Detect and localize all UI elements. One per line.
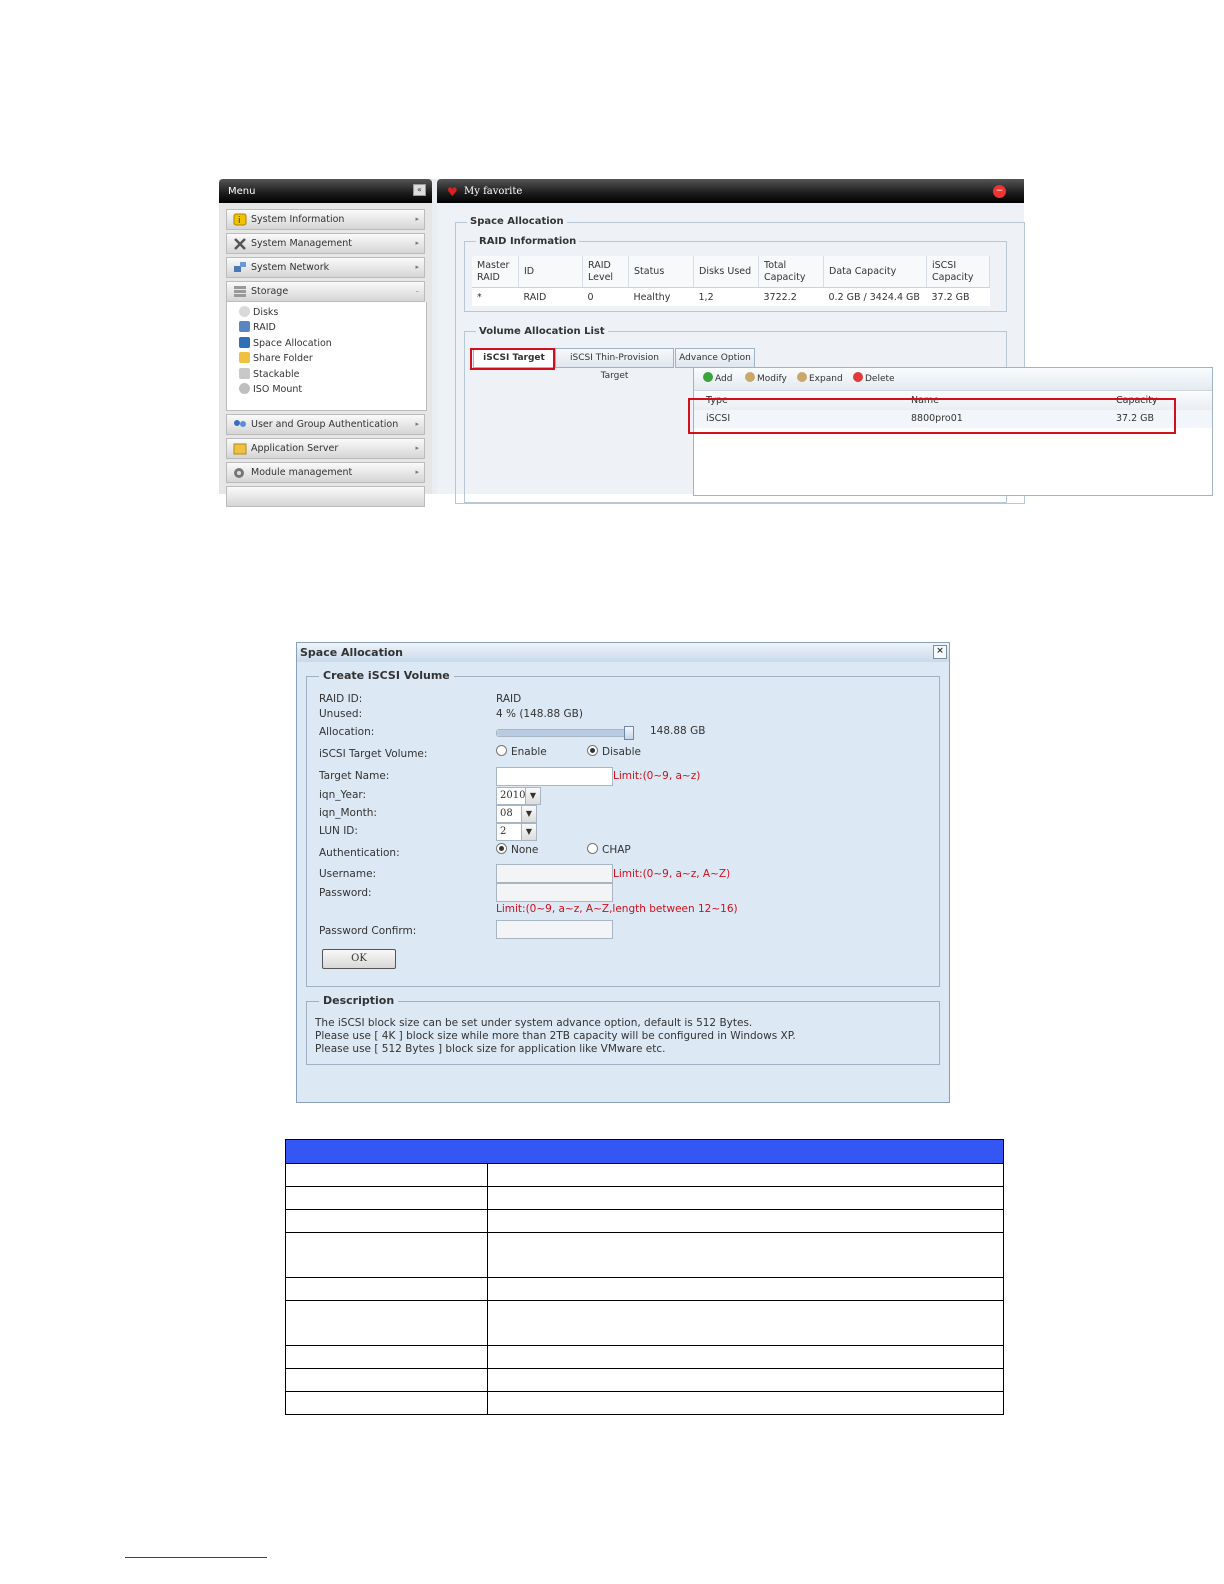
dialog-title: Space Allocation <box>300 646 404 659</box>
iqn-month-select[interactable]: 08 ▼ <box>496 805 537 823</box>
target-name-label: Target Name: <box>319 770 390 782</box>
chevron-right-icon: ▸ <box>415 215 419 223</box>
lun-id-select[interactable]: 2 ▼ <box>496 823 537 841</box>
table-row <box>286 1301 1004 1346</box>
nas-storage-screenshot <box>219 179 1158 494</box>
chevron-right-icon: ▸ <box>415 444 419 452</box>
table-row <box>286 1392 1004 1415</box>
delete-button[interactable]: Delete <box>853 372 895 386</box>
th-status: Status <box>629 256 694 288</box>
sub-item-raid[interactable]: RAID <box>239 320 276 335</box>
iso-icon <box>239 383 250 394</box>
ok-button[interactable]: OK <box>322 949 396 969</box>
target-volume-label: iSCSI Target Volume: <box>319 748 428 760</box>
description-line: Please use [ 512 Bytes ] block size for application like VMware etc. <box>315 1043 666 1055</box>
cell-master-raid: * <box>472 288 519 307</box>
th-raid-level: RAID Level <box>583 256 629 288</box>
table-row <box>286 1233 1004 1278</box>
tools-icon <box>233 237 247 250</box>
th-disks-used: Disks Used <box>694 256 759 288</box>
th-id: ID <box>519 256 583 288</box>
cell-type: iSCSI <box>706 413 731 424</box>
favorite-title-bar <box>437 179 1024 203</box>
tab-iscsi-thin-provision[interactable]: iSCSI Thin-Provision Target <box>555 348 674 368</box>
menu-item-user-group-auth[interactable]: User and Group Authentication ▸ <box>226 414 425 435</box>
th-master-raid: Master RAID <box>472 256 519 288</box>
menu-item-module-management[interactable]: Module management ▸ <box>226 462 425 483</box>
cell-iscsi-capacity: 37.2 GB <box>927 288 990 307</box>
sub-item-space-allocation[interactable]: Space Allocation <box>239 336 332 351</box>
target-name-limit: Limit:(0~9, a~z) <box>613 770 701 782</box>
table-row <box>286 1210 1004 1233</box>
footnote-separator <box>125 1557 267 1558</box>
expand-icon <box>797 372 807 382</box>
chap-radio[interactable] <box>587 843 598 854</box>
add-icon <box>703 372 713 382</box>
application-icon <box>233 442 247 455</box>
space-allocation-legend: Space Allocation <box>467 216 567 227</box>
modify-icon <box>745 372 755 382</box>
th-data-capacity: Data Capacity <box>824 256 927 288</box>
password-label: Password: <box>319 887 372 899</box>
sub-item-iso-mount[interactable]: ISO Mount <box>239 382 302 397</box>
authentication-label: Authentication: <box>319 847 400 859</box>
iqn-month-label: iqn_Month: <box>319 807 377 819</box>
sub-item-share-folder[interactable]: Share Folder <box>239 351 313 366</box>
enable-radio-option[interactable]: Enable <box>496 745 547 758</box>
cell-data-capacity: 0.2 GB / 3424.4 GB <box>824 288 927 307</box>
tab-highlight-box <box>470 348 555 370</box>
col-name-header: Name <box>911 395 940 406</box>
volume-list-legend: Volume Allocation List <box>476 326 608 337</box>
description-legend: Description <box>319 994 398 1007</box>
tab-advance-option[interactable]: Advance Option <box>675 348 755 368</box>
target-name-input[interactable] <box>496 767 613 786</box>
create-volume-legend: Create iSCSI Volume <box>319 669 454 682</box>
modify-button[interactable]: Modify <box>745 372 787 386</box>
svg-text:i: i <box>238 216 241 226</box>
chevron-down-icon: ▼ <box>525 788 540 804</box>
table-row <box>286 1187 1004 1210</box>
cell-total-capacity: 3722.2 <box>759 288 824 307</box>
unused-value: 4 % (148.88 GB) <box>496 708 583 720</box>
remove-favorite-icon[interactable]: − <box>993 185 1006 198</box>
chevron-right-icon: ▸ <box>415 239 419 247</box>
favorite-title: My favorite <box>464 186 523 197</box>
username-input[interactable] <box>496 864 613 883</box>
row-highlight-box <box>688 398 1176 434</box>
col-type-header: Type <box>706 395 728 406</box>
chap-radio-option[interactable]: CHAP <box>587 843 631 856</box>
allocation-slider[interactable] <box>496 729 633 737</box>
cell-raid-level: 0 <box>583 288 629 307</box>
menu-item-cut-off[interactable] <box>226 486 425 507</box>
table-row <box>286 1346 1004 1369</box>
raid-table-header <box>472 256 990 288</box>
chevron-right-icon: ▸ <box>415 468 419 476</box>
menu-item-application-server[interactable]: Application Server ▸ <box>226 438 425 459</box>
cell-disks-used: 1,2 <box>694 288 759 307</box>
create-volume-fieldset <box>306 676 940 987</box>
collapse-minus-icon: – <box>415 287 419 295</box>
info-icon <box>233 213 247 226</box>
username-label: Username: <box>319 868 377 880</box>
users-icon <box>233 418 247 431</box>
menu-panel <box>219 179 432 494</box>
allocation-slider-fill <box>497 730 628 736</box>
volume-toolbar <box>694 368 1212 391</box>
table-header-cell <box>286 1140 1004 1164</box>
storage-icon <box>233 285 247 298</box>
description-line: Please use [ 4K ] block size while more than 2TB capacity will be configured in Windows XP. <box>315 1030 796 1042</box>
disable-radio-option[interactable]: Disable <box>587 745 641 758</box>
none-radio[interactable] <box>496 843 507 854</box>
table-row <box>286 1278 1004 1301</box>
raid-id-label: RAID ID: <box>319 693 363 705</box>
col-capacity-header: Capacity <box>1116 395 1158 406</box>
chevron-down-icon: ▼ <box>521 806 536 822</box>
collapse-icon[interactable]: « <box>413 184 426 196</box>
tab-iscsi-target[interactable]: iSCSI Target <box>473 348 555 368</box>
menu-title: Menu <box>228 186 256 197</box>
network-icon <box>233 261 247 274</box>
password-confirm-input[interactable] <box>496 920 613 939</box>
cell-capacity: 37.2 GB <box>1116 413 1155 424</box>
iqn-year-label: iqn_Year: <box>319 789 367 801</box>
menu-item-system-information[interactable]: i System Information ▸ <box>226 209 425 230</box>
space-allocation-icon <box>239 337 250 348</box>
lun-id-label: LUN ID: <box>319 825 358 837</box>
raid-info-legend: RAID Information <box>476 236 579 247</box>
password-input[interactable] <box>496 883 613 902</box>
th-total-capacity: Total Capacity <box>759 256 824 288</box>
allocation-value: 148.88 GB <box>650 725 706 737</box>
th-iscsi-capacity: iSCSI Capacity <box>927 256 990 288</box>
username-limit: Limit:(0~9, a~z, A~Z) <box>613 868 731 880</box>
cell-id: RAID <box>519 288 583 307</box>
allocation-slider-handle[interactable] <box>624 726 634 740</box>
heart-icon: ♥ <box>447 185 458 199</box>
table-header-row <box>286 1140 1004 1164</box>
space-allocation-dialog <box>296 642 950 1103</box>
disk-icon <box>239 306 250 317</box>
menu-title-bar <box>219 179 432 203</box>
close-icon[interactable]: × <box>933 645 947 659</box>
sub-item-stackable[interactable]: Stackable <box>239 367 299 382</box>
iqn-year-select[interactable]: 2010 ▼ <box>496 787 541 805</box>
password-confirm-label: Password Confirm: <box>319 925 417 937</box>
favorite-panel <box>437 179 1158 494</box>
add-button[interactable]: Add <box>703 372 732 386</box>
allocation-label: Allocation: <box>319 726 375 738</box>
unused-label: Unused: <box>319 708 363 720</box>
none-radio-option[interactable]: None <box>496 843 538 856</box>
chevron-right-icon: ▸ <box>415 420 419 428</box>
sub-item-disks[interactable]: Disks <box>239 305 278 320</box>
gear-icon <box>233 466 247 479</box>
disable-radio[interactable] <box>587 745 598 756</box>
description-line: The iSCSI block size can be set under system advance option, default is 512 Bytes. <box>315 1017 753 1029</box>
menu-item-system-management[interactable]: System Management ▸ <box>226 233 425 254</box>
raid-icon <box>239 321 250 332</box>
expand-button[interactable]: Expand <box>797 372 843 386</box>
cell-status: Healthy <box>629 288 694 307</box>
folder-icon <box>239 352 250 363</box>
enable-radio[interactable] <box>496 745 507 756</box>
table-row <box>286 1164 1004 1187</box>
raid-info-table <box>472 256 990 306</box>
chevron-down-icon: ▼ <box>521 824 536 840</box>
menu-item-system-network[interactable]: System Network ▸ <box>226 257 425 278</box>
storage-submenu <box>226 302 427 411</box>
stackable-icon <box>239 368 250 379</box>
cell-name: 8800pro01 <box>911 413 963 424</box>
chevron-right-icon: ▸ <box>415 263 419 271</box>
dialog-title-bar <box>297 643 949 662</box>
table-row[interactable] <box>472 288 990 307</box>
raid-id-value: RAID <box>496 693 522 705</box>
delete-icon <box>853 372 863 382</box>
menu-item-storage[interactable]: Storage – <box>226 281 425 302</box>
parameter-table <box>285 1139 1004 1415</box>
password-limit: Limit:(0~9, a~z, A~Z,length between 12~16) <box>496 903 738 915</box>
table-row <box>286 1369 1004 1392</box>
